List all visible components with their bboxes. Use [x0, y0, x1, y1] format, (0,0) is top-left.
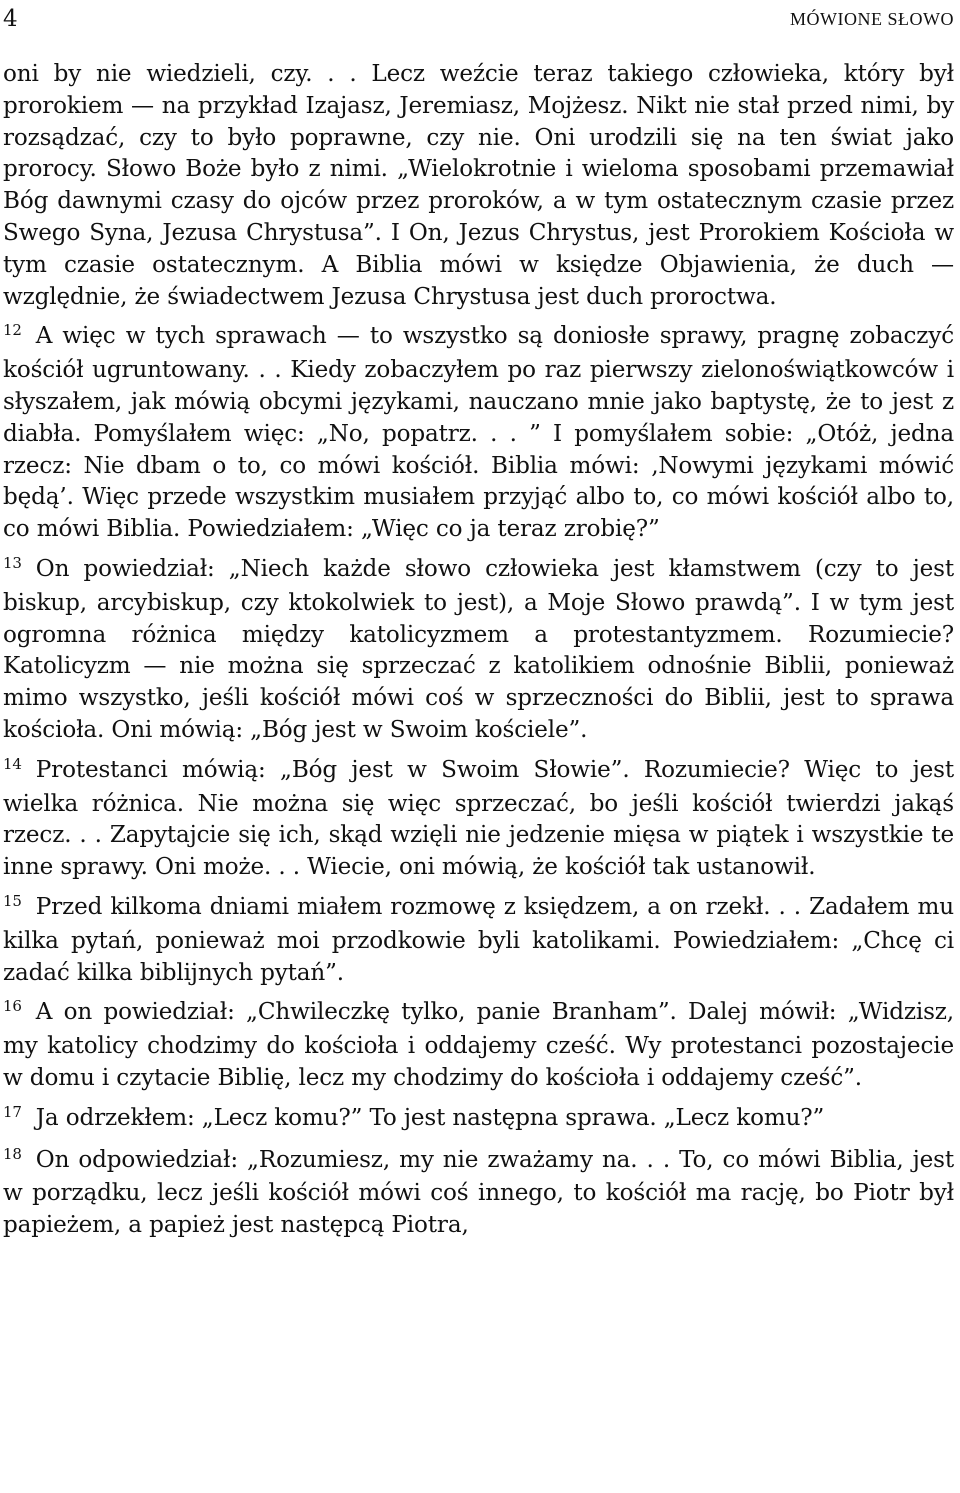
paragraph-17: [3, 1103, 954, 1137]
paragraph-continued: [3, 59, 954, 313]
paragraph-text: On powiedział: „Niech każde słowo człowieka jest kłamstwem (czy to jest biskup, arcybiskup, czy ktokolwiek to jest), a Moje Słowo prawdą”. I w tym jest ogromna różnica między katolicyzmem a protestantyzmem. Rozumiecie? Katolicyzm — nie można się sprzeczać z katolikiem odnośnie Biblii, ponieważ mimo wszystko, jeśli kościół mówi coś w sprzeczności do Biblii, jest to sprawa kościoła. Oni mówią: „Bóg jest w Swoim kościele”.: [3, 555, 954, 743]
page-number: 4: [3, 6, 18, 32]
paragraph-number: 12: [3, 321, 22, 340]
paragraph-number: 17: [3, 1102, 22, 1121]
paragraph-text: Ja odrzekłem: „Lecz komu?” To jest następna sprawa. „Lecz komu?”: [35, 1104, 825, 1131]
paragraph-text: On odpowiedział: „Rozumiesz, my nie zważamy na. . . To, co mówi Biblia, jest w porządku, lecz jeśli kościół mówi coś innego, to kościół ma rację, bo Piotr był papieżem, a papież jest następcą Piotra,: [3, 1146, 954, 1239]
paragraph-number: 15: [3, 891, 22, 910]
paragraph-text: oni by nie wiedzieli, czy. . . Lecz weźcie teraz takiego człowieka, który był prorokiem — na przykład Izajasz, Jeremiasz, Mojżesz. Nikt nie stał przed nimi, by rozsądzać, czy to było poprawne, czy nie. Oni urodzili się na ten świat jako prorocy. Słowo Boże było z nimi. „Wielokrotnie i wieloma sposobami przemawiał Bóg dawnymi czasy do ojców przez proroków, a w tym ostatecznym czasie przez Swego Syna, Jezusa Chrystusa”. I On, Jezus Chrystus, jest Prorokiem Kościoła w tym czasie ostatecznym. A Biblia mówi w księdze Objawienia, że duch — względnie, że świadectwem Jezusa Chrystusa jest duch proroctwa.: [3, 61, 954, 310]
paragraph-13: [3, 554, 954, 747]
running-head: MÓWIONE SŁOWO: [790, 9, 954, 29]
paragraph-number: 16: [3, 997, 22, 1016]
paragraph-number: 13: [3, 553, 22, 572]
body-text: [3, 59, 954, 1242]
paragraph-14: [3, 755, 954, 884]
paragraph-text: A on powiedział: „Chwileczkę tylko, panie Branham”. Dalej mówił: „Widzisz, my katolicy chodzimy do kościoła i oddajemy cześć. Wy protestanci pozostajecie w domu i czytacie Biblię, lecz my chodzimy do kościoła i oddajemy cześć”.: [3, 999, 954, 1091]
page-header: [3, 0, 954, 40]
paragraph-number: 18: [3, 1144, 22, 1163]
paragraph-12: [3, 321, 954, 546]
paragraph-text: Przed kilkoma dniami miałem rozmowę z księdzem, a on rzekł. . . Zadałem mu kilka pytań, ponieważ moi przodkowie byli katolikami. Powiedziałem: „Chcę ci zadać kilka biblijnych pytań”.: [3, 893, 954, 986]
paragraph-16: [3, 997, 954, 1094]
paragraph-text: A więc w tych sprawach — to wszystko są doniosłe sprawy, pragnę zobaczyć kościół ugruntowany. . . Kiedy zobaczyłem po raz pierwszy zielonoświątkowców i słyszałem, jak mówią obcymi językami, nauczano mnie jako baptystę, że to jest z diabła. Pomyślałem więc: „No, popatrz. . . ” I pomyślałem sobie: „Otóż, jedna rzecz: Nie dbam o to, co mówi kościół. Biblia mówi: ‚Nowymi językami mówić będą’. Więc przede wszystkim musiałem przyjąć albo to, co mówi kościół albo to, co mówi Biblia. Powiedziałem: „Więc co ja teraz zrobię?”: [3, 323, 954, 543]
paragraph-text: Protestanci mówią: „Bóg jest w Swoim Słowie”. Rozumiecie? Więc to jest wielka różnica. Nie można się więc sprzeczać, bo jeśli kościół twierdzi jakąś rzecz. . . Zapytajcie się ich, skąd wzięli nie jedzenie mięsa w piątek i wszystkie te inne sprawy. Oni może. . . Wiecie, oni mówią, że kościół tak ustanowił.: [3, 756, 954, 881]
paragraph-18: [3, 1145, 954, 1242]
paragraph-15: [3, 892, 954, 989]
paragraph-number: 14: [3, 754, 22, 773]
